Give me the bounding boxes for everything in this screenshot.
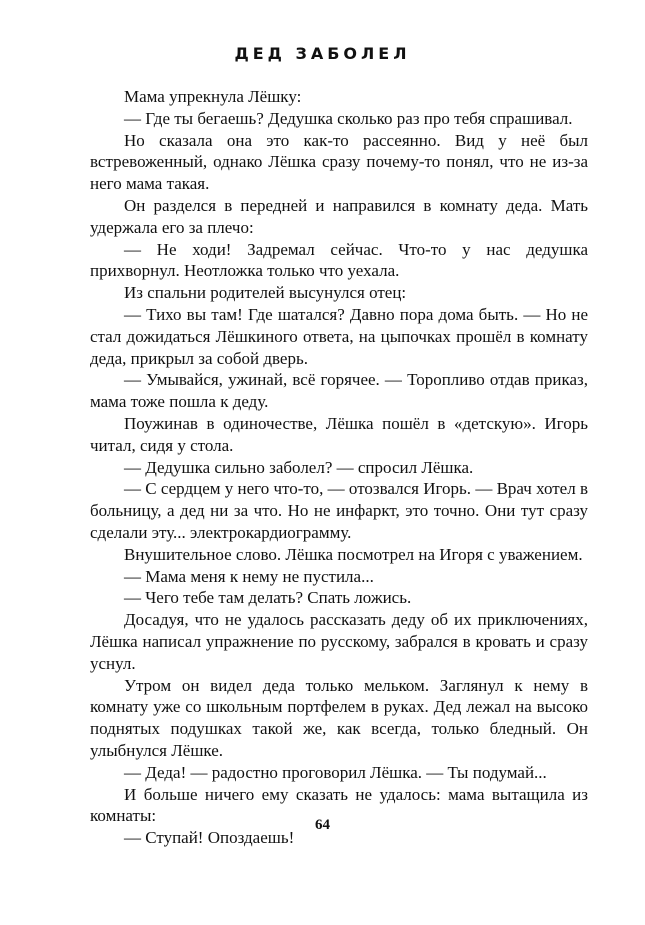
paragraph: Но сказала она это как-то рассеянно. Вид у неё был встревоженный, однако Лёшка сразу почему-то понял, что не из-за него мама такая. xyxy=(90,130,588,194)
paragraph: Мама упрекнула Лёшку: xyxy=(124,87,302,106)
paragraph: — Умывайся, ужинай, всё горячее. — Торопливо отдав приказ, мама тоже пошла к деду. xyxy=(90,370,588,412)
paragraph: Досадуя, что не удалось рассказать деду об их приключениях, Лёшка написал упражнение по русскому, забрался в кровать и сразу уснул. xyxy=(90,610,588,673)
paragraph: Поужинав в одиночестве, Лёшка пошёл в «детскую». Игорь читал, сидя у стола. xyxy=(90,413,588,455)
paragraph: — Мама меня к нему не пустила... xyxy=(124,566,374,586)
paragraph: — Деда! — радостно проговорил Лёшка. — Ты подумай... xyxy=(124,762,547,782)
paragraph: — Ступай! Опоздаешь! xyxy=(124,828,295,848)
paragraph: — Чего тебе там делать? Спать ложись. xyxy=(124,588,412,608)
paragraph: И больше ничего ему сказать не удалось: мама вытащила из комнаты: xyxy=(90,784,588,826)
paragraph: Из спальни родителей высунулся отец: xyxy=(124,283,407,303)
paragraph: Внушительное слово. Лёшка посмотрел на Игоря с уважением. xyxy=(124,544,583,564)
page-number: 64 xyxy=(315,817,330,833)
paragraph: — Дедушка сильно заболел? — спросил Лёшка. xyxy=(124,457,474,477)
paragraph: — Где ты бегаешь? Дедушка сколько раз про тебя спрашивал. xyxy=(124,108,573,128)
chapter-title: ДЕД ЗАБОЛЕЛ xyxy=(234,44,411,63)
paragraph: — С сердцем у него что-то, — отозвался Игорь. — Врач хотел в больницу, а дед ни за что. Но не инфаркт, это точно. Они тут сразу сделали эту... электрокардиограмму. xyxy=(90,479,588,542)
paragraph: — Тихо вы там! Где шатался? Давно пора дома быть. — Но не стал дожидаться Лёшкиного ответа, на цыпочках прошёл в комнату деда, прикрыл за собой дверь. xyxy=(90,304,588,368)
chapter-text xyxy=(90,86,588,849)
paragraph: Он разделся в передней и направился в комнату деда. Мать удержала его за плечо: xyxy=(90,195,588,237)
paragraph: Утром он видел деда только мельком. Заглянул к нему в комнату уже со школьным портфелем в руках. Дед лежал на высоко поднятых подушках такой же, как всегда, только бледный. Он улыбнулся Лёшке. xyxy=(90,675,588,760)
paragraph: — Не ходи! Задремал сейчас. Что-то у нас дедушка прихворнул. Неотложка только что уехала. xyxy=(90,239,588,281)
